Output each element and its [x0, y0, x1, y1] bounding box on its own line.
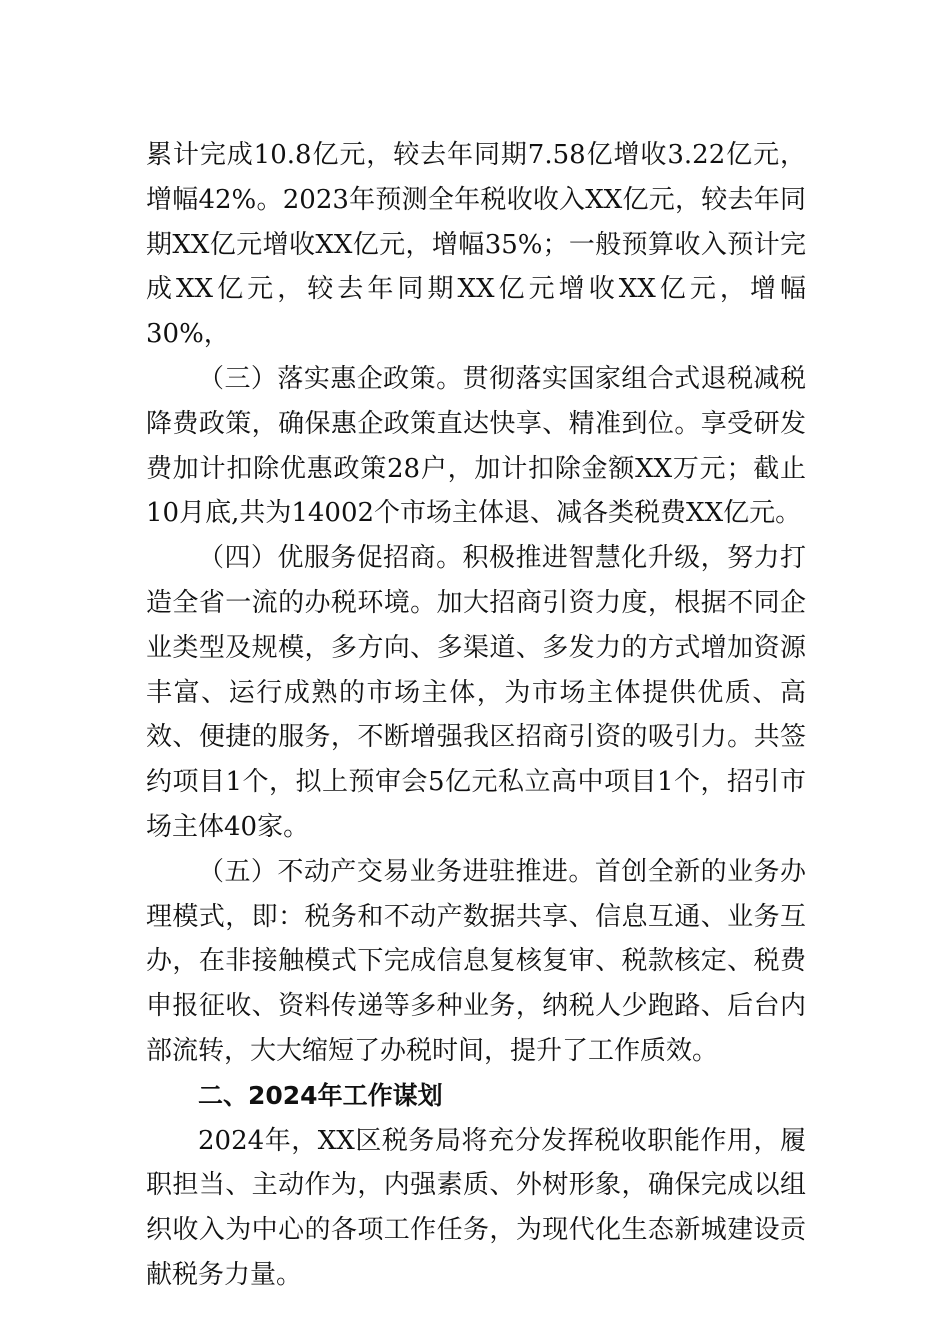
- paragraph-real-estate: [146, 850, 806, 1074]
- document-body: [146, 133, 806, 1298]
- paragraph-revenue-summary: 累计完成10.8亿元，较去年同期7.58亿增收3.22亿元，增幅42%。2023年预测全年税收收入XX亿元，较去年同期XX亿元增收XX亿元，增幅35%；一般预算收入预计完成XX亿元，较去年同期XX亿元增收XX亿元，增幅30%，: [146, 140, 806, 350]
- paragraph-lead: （五）不动产交易业务进驻推进。: [198, 856, 595, 887]
- section-heading: 二、2024年工作谋划: [198, 1080, 443, 1110]
- paragraph-text: 贯彻落实国家组合式退税减税降费政策，确保惠企政策直达快享、精准到位。享受研发费加计扣除优惠政策28户，加计扣除金额XX万元；截止10月底,共为14002个市场主体退、减各类税费XX亿元。: [146, 363, 806, 529]
- paragraph-lead: （三）落实惠企政策。: [198, 363, 463, 394]
- paragraph-service-investment: [146, 536, 806, 850]
- paragraph-text: 积极推进智慧化升级，努力打造全省一流的办税环境。加大招商引资力度，根据不同企业类型及规模，多方向、多渠道、多发力的方式增加资源丰富、运行成熟的市场主体，为市场主体提供优质、高效、便捷的服务，不断增强我区招商引资的吸引力。共签约项目1个，拟上预审会5亿元私立高中项目1个，招引市场主体40家。: [146, 543, 806, 842]
- paragraph-text: 首创全新的业务办理模式，即：税务和不动产数据共享、信息互通、业务互办，在非接触模式下完成信息复核复审、税款核定、税费申报征收、资料传递等多种业务，纳税人少跑路、后台内部流转，大大缩短了办税时间，提升了工作质效。: [146, 856, 806, 1066]
- paragraph-lead: （四）优服务促招商。: [198, 543, 463, 574]
- paragraph-preferential-policy: [146, 357, 806, 536]
- paragraph-work-plan: 2024年，XX区税务局将充分发挥税收职能作用，履职担当、主动作为，内强素质、外树形象，确保完成以组织收入为中心的各项工作任务，为现代化生态新城建设贡献税务力量。: [146, 1125, 806, 1290]
